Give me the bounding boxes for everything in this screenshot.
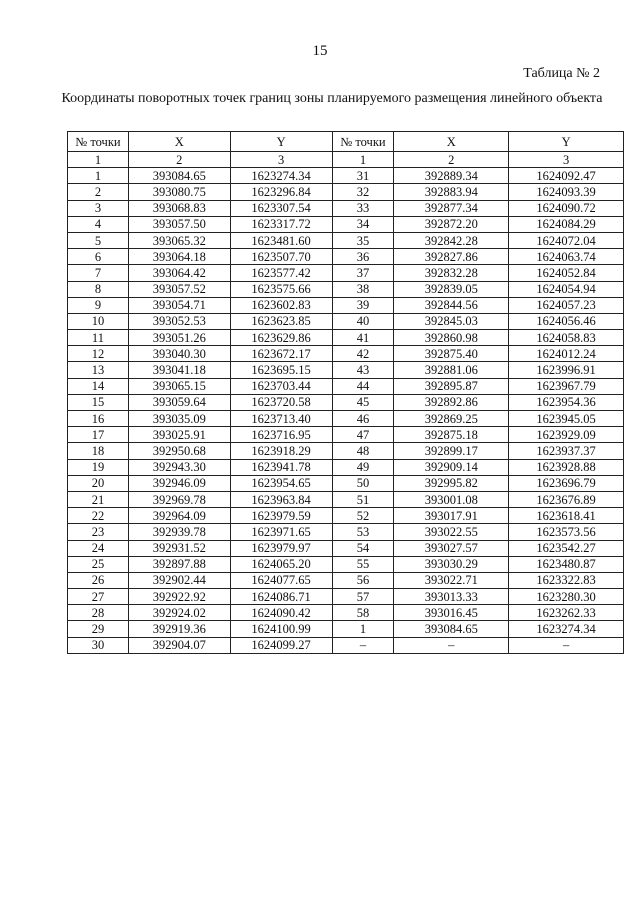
table-cell: 24 bbox=[68, 540, 129, 556]
table-cell: 393051.26 bbox=[128, 330, 230, 346]
table-cell: 1 bbox=[332, 621, 394, 637]
table-cell: 392909.14 bbox=[394, 459, 509, 475]
table-cell: 39 bbox=[332, 297, 394, 313]
table-cell: 1623941.78 bbox=[230, 459, 332, 475]
table-cell: 31 bbox=[332, 168, 394, 184]
table-cell: 26 bbox=[68, 572, 129, 588]
table-cell: 392845.03 bbox=[394, 313, 509, 329]
header-x-2: X bbox=[394, 132, 509, 152]
table-row bbox=[68, 265, 624, 281]
table-cell: 393022.55 bbox=[394, 524, 509, 540]
table-cell: 392869.25 bbox=[394, 411, 509, 427]
table-cell: 392919.36 bbox=[128, 621, 230, 637]
table-cell: 25 bbox=[68, 556, 129, 572]
header-x: X bbox=[128, 132, 230, 152]
table-cell: 15 bbox=[68, 394, 129, 410]
table-cell: 42 bbox=[332, 346, 394, 362]
document-title: Координаты поворотных точек границ зоны планируемого размещения линейного объекта bbox=[61, 91, 603, 106]
table-cell: 392832.28 bbox=[394, 265, 509, 281]
page-number: 15 bbox=[312, 43, 328, 59]
table-cell: 1623967.79 bbox=[509, 378, 624, 394]
table-cell: 1 bbox=[68, 152, 129, 168]
table-row bbox=[68, 621, 624, 637]
table-cell: 28 bbox=[68, 605, 129, 621]
table-cell: 1623716.95 bbox=[230, 427, 332, 443]
table-cell: 393022.71 bbox=[394, 572, 509, 588]
table-cell: 21 bbox=[68, 491, 129, 507]
table-row bbox=[68, 362, 624, 378]
table-cell: 1624065.20 bbox=[230, 556, 332, 572]
table-row bbox=[68, 427, 624, 443]
table-cell: 29 bbox=[68, 621, 129, 637]
table-cell: 33 bbox=[332, 200, 394, 216]
table-cell: 22 bbox=[68, 508, 129, 524]
table-cell: 392897.88 bbox=[128, 556, 230, 572]
table-cell: 1624052.84 bbox=[509, 265, 624, 281]
table-cell: 392839.05 bbox=[394, 281, 509, 297]
table-cell: 392827.86 bbox=[394, 249, 509, 265]
table-cell: 1624058.83 bbox=[509, 330, 624, 346]
table-row bbox=[68, 572, 624, 588]
table-cell: 57 bbox=[332, 589, 394, 605]
table-cell: 1623928.88 bbox=[509, 459, 624, 475]
table-cell: 47 bbox=[332, 427, 394, 443]
table-cell: 1 bbox=[332, 152, 394, 168]
table-cell: 393052.53 bbox=[128, 313, 230, 329]
table-cell: 9 bbox=[68, 297, 129, 313]
table-cell: 393030.29 bbox=[394, 556, 509, 572]
table-cell: 392844.56 bbox=[394, 297, 509, 313]
table-cell: 393068.83 bbox=[128, 200, 230, 216]
table-cell: 393084.65 bbox=[394, 621, 509, 637]
table-cell: 1624057.23 bbox=[509, 297, 624, 313]
table-cell: 41 bbox=[332, 330, 394, 346]
table-cell: 11 bbox=[68, 330, 129, 346]
table-cell: 51 bbox=[332, 491, 394, 507]
table-cell: 393025.91 bbox=[128, 427, 230, 443]
table-row bbox=[68, 346, 624, 362]
table-cell: 17 bbox=[68, 427, 129, 443]
table-cell: 1623307.54 bbox=[230, 200, 332, 216]
table-cell: 1624086.71 bbox=[230, 589, 332, 605]
table-cell: 392922.92 bbox=[128, 589, 230, 605]
table-cell: 392875.40 bbox=[394, 346, 509, 362]
table-cell: 1624084.29 bbox=[509, 216, 624, 232]
table-cell: 392946.09 bbox=[128, 475, 230, 491]
table-cell: 392892.86 bbox=[394, 394, 509, 410]
table-row bbox=[68, 200, 624, 216]
header-y: Y bbox=[230, 132, 332, 152]
table-cell: 393013.33 bbox=[394, 589, 509, 605]
table-cell: 16 bbox=[68, 411, 129, 427]
table-cell: 393080.75 bbox=[128, 184, 230, 200]
table-cell: 27 bbox=[68, 589, 129, 605]
table-cell: 393001.08 bbox=[394, 491, 509, 507]
table-cell: 392995.82 bbox=[394, 475, 509, 491]
table-cell: 1623577.42 bbox=[230, 265, 332, 281]
header-y-2: Y bbox=[509, 132, 624, 152]
table-row bbox=[68, 411, 624, 427]
table-cell: 393064.18 bbox=[128, 249, 230, 265]
table-cell: 1624100.99 bbox=[230, 621, 332, 637]
table-cell: 393017.91 bbox=[394, 508, 509, 524]
table-cell: 1623937.37 bbox=[509, 443, 624, 459]
table-row bbox=[68, 330, 624, 346]
table-cell: 393054.71 bbox=[128, 297, 230, 313]
table-row bbox=[68, 491, 624, 507]
table-cell: 48 bbox=[332, 443, 394, 459]
table-cell: 1623317.72 bbox=[230, 216, 332, 232]
table-cell: 1623507.70 bbox=[230, 249, 332, 265]
table-row bbox=[68, 540, 624, 556]
table-cell: 392860.98 bbox=[394, 330, 509, 346]
table-cell: 3 bbox=[230, 152, 332, 168]
header-point-number: № точки bbox=[68, 132, 129, 152]
table-cell: – bbox=[394, 637, 509, 653]
table-cell: 19 bbox=[68, 459, 129, 475]
table-cell: 393041.18 bbox=[128, 362, 230, 378]
table-cell: 1624077.65 bbox=[230, 572, 332, 588]
table-cell: 3 bbox=[68, 200, 129, 216]
table-cell: 2 bbox=[68, 184, 129, 200]
table-cell: 1 bbox=[68, 168, 129, 184]
table-cell: 1624099.27 bbox=[230, 637, 332, 653]
table-cell: 392881.06 bbox=[394, 362, 509, 378]
table-cell: 3 bbox=[509, 152, 624, 168]
table-cell: 392943.30 bbox=[128, 459, 230, 475]
table-cell: 1623480.87 bbox=[509, 556, 624, 572]
table-cell: 1624056.46 bbox=[509, 313, 624, 329]
table-cell: 392939.78 bbox=[128, 524, 230, 540]
table-cell: 392964.09 bbox=[128, 508, 230, 524]
table-cell: 392950.68 bbox=[128, 443, 230, 459]
table-cell: 1623322.83 bbox=[509, 572, 624, 588]
table-body bbox=[68, 152, 624, 654]
table-cell: 50 bbox=[332, 475, 394, 491]
table-cell: 1623575.66 bbox=[230, 281, 332, 297]
table-cell: 392875.18 bbox=[394, 427, 509, 443]
table-row bbox=[68, 281, 624, 297]
table-cell: 392883.94 bbox=[394, 184, 509, 200]
table-cell: 4 bbox=[68, 216, 129, 232]
table-cell: 1624072.04 bbox=[509, 232, 624, 248]
table-cell: 23 bbox=[68, 524, 129, 540]
table-cell: 46 bbox=[332, 411, 394, 427]
table-row bbox=[68, 524, 624, 540]
table-cell: 1624093.39 bbox=[509, 184, 624, 200]
table-cell: 392931.52 bbox=[128, 540, 230, 556]
table-cell: 392872.20 bbox=[394, 216, 509, 232]
coordinates-table bbox=[67, 131, 624, 654]
table-row bbox=[68, 508, 624, 524]
table-row bbox=[68, 605, 624, 621]
table-row bbox=[68, 168, 624, 184]
table-cell: 2 bbox=[128, 152, 230, 168]
table-cell: 1623720.58 bbox=[230, 394, 332, 410]
table-cell: 53 bbox=[332, 524, 394, 540]
table-cell: 393057.52 bbox=[128, 281, 230, 297]
table-cell: 30 bbox=[68, 637, 129, 653]
table-cell: 1623629.86 bbox=[230, 330, 332, 346]
table-cell: 393040.30 bbox=[128, 346, 230, 362]
table-row bbox=[68, 313, 624, 329]
table-cell: 1623945.05 bbox=[509, 411, 624, 427]
table-cell: 55 bbox=[332, 556, 394, 572]
column-index-row bbox=[68, 152, 624, 168]
table-cell: 392969.78 bbox=[128, 491, 230, 507]
table-header-row bbox=[68, 132, 624, 152]
table-cell: 1623481.60 bbox=[230, 232, 332, 248]
table-cell: 393084.65 bbox=[128, 168, 230, 184]
table-cell: 1623623.85 bbox=[230, 313, 332, 329]
table-cell: 1623971.65 bbox=[230, 524, 332, 540]
table-cell: 32 bbox=[332, 184, 394, 200]
table-cell: 392877.34 bbox=[394, 200, 509, 216]
table-cell: 393027.57 bbox=[394, 540, 509, 556]
table-cell: 1623695.15 bbox=[230, 362, 332, 378]
table-cell: 1624090.72 bbox=[509, 200, 624, 216]
table-row bbox=[68, 459, 624, 475]
table-cell: 44 bbox=[332, 378, 394, 394]
table-cell: 49 bbox=[332, 459, 394, 475]
table-cell: 1623602.83 bbox=[230, 297, 332, 313]
table-cell: 12 bbox=[68, 346, 129, 362]
table-cell: 36 bbox=[332, 249, 394, 265]
table-cell: 393065.15 bbox=[128, 378, 230, 394]
table-cell: 1623918.29 bbox=[230, 443, 332, 459]
table-cell: 43 bbox=[332, 362, 394, 378]
table-cell: 1623672.17 bbox=[230, 346, 332, 362]
table-cell: 392889.34 bbox=[394, 168, 509, 184]
table-cell: 1624063.74 bbox=[509, 249, 624, 265]
table-cell: 392904.07 bbox=[128, 637, 230, 653]
table-cell: 35 bbox=[332, 232, 394, 248]
table-cell: 45 bbox=[332, 394, 394, 410]
table-cell: 392842.28 bbox=[394, 232, 509, 248]
table-cell: 1623274.34 bbox=[509, 621, 624, 637]
table-cell: 1624054.94 bbox=[509, 281, 624, 297]
table-cell: 1623979.97 bbox=[230, 540, 332, 556]
table-cell: 37 bbox=[332, 265, 394, 281]
table-row bbox=[68, 297, 624, 313]
table-cell: 2 bbox=[394, 152, 509, 168]
table-row bbox=[68, 443, 624, 459]
table-cell: 1623296.84 bbox=[230, 184, 332, 200]
table-cell: 5 bbox=[68, 232, 129, 248]
table-row bbox=[68, 589, 624, 605]
table-cell: 52 bbox=[332, 508, 394, 524]
table-cell: 393057.50 bbox=[128, 216, 230, 232]
table-cell: 1623696.79 bbox=[509, 475, 624, 491]
table-cell: 6 bbox=[68, 249, 129, 265]
table-cell: 1623262.33 bbox=[509, 605, 624, 621]
table-cell: 1623676.89 bbox=[509, 491, 624, 507]
table-cell: – bbox=[509, 637, 624, 653]
table-cell: 58 bbox=[332, 605, 394, 621]
table-cell: 393035.09 bbox=[128, 411, 230, 427]
table-cell: 1623573.56 bbox=[509, 524, 624, 540]
table-cell: 1623963.84 bbox=[230, 491, 332, 507]
table-cell: 7 bbox=[68, 265, 129, 281]
table-cell: 13 bbox=[68, 362, 129, 378]
table-cell: 14 bbox=[68, 378, 129, 394]
table-row bbox=[68, 475, 624, 491]
table-cell: 40 bbox=[332, 313, 394, 329]
table-cell: 20 bbox=[68, 475, 129, 491]
table-cell: 10 bbox=[68, 313, 129, 329]
table-cell: 393065.32 bbox=[128, 232, 230, 248]
table-cell: – bbox=[332, 637, 394, 653]
table-cell: 1624012.24 bbox=[509, 346, 624, 362]
table-row bbox=[68, 378, 624, 394]
table-row bbox=[68, 556, 624, 572]
table-row bbox=[68, 184, 624, 200]
table-cell: 392895.87 bbox=[394, 378, 509, 394]
table-cell: 34 bbox=[332, 216, 394, 232]
table-cell: 1623929.09 bbox=[509, 427, 624, 443]
table-cell: 392902.44 bbox=[128, 572, 230, 588]
table-cell: 392924.02 bbox=[128, 605, 230, 621]
header-point-number-2: № точки bbox=[332, 132, 394, 152]
table-cell: 54 bbox=[332, 540, 394, 556]
table-cell: 18 bbox=[68, 443, 129, 459]
table-cell: 1624090.42 bbox=[230, 605, 332, 621]
table-row bbox=[68, 216, 624, 232]
table-row bbox=[68, 232, 624, 248]
table-cell: 393016.45 bbox=[394, 605, 509, 621]
table-cell: 1623996.91 bbox=[509, 362, 624, 378]
table-row bbox=[68, 249, 624, 265]
table-caption: Таблица № 2 bbox=[523, 66, 600, 81]
table-cell: 56 bbox=[332, 572, 394, 588]
table-cell: 1623713.40 bbox=[230, 411, 332, 427]
table-cell: 1624092.47 bbox=[509, 168, 624, 184]
table-cell: 393064.42 bbox=[128, 265, 230, 281]
table-cell: 1623703.44 bbox=[230, 378, 332, 394]
table-cell: 38 bbox=[332, 281, 394, 297]
table-cell: 1623954.36 bbox=[509, 394, 624, 410]
table-cell: 392899.17 bbox=[394, 443, 509, 459]
table-row bbox=[68, 637, 624, 653]
table-cell: 8 bbox=[68, 281, 129, 297]
table-cell: 393059.64 bbox=[128, 394, 230, 410]
table-cell: 1623542.27 bbox=[509, 540, 624, 556]
table-cell: 1623979.59 bbox=[230, 508, 332, 524]
table-cell: 1623954.65 bbox=[230, 475, 332, 491]
table-row bbox=[68, 394, 624, 410]
table-cell: 1623280.30 bbox=[509, 589, 624, 605]
table-cell: 1623274.34 bbox=[230, 168, 332, 184]
table-cell: 1623618.41 bbox=[509, 508, 624, 524]
